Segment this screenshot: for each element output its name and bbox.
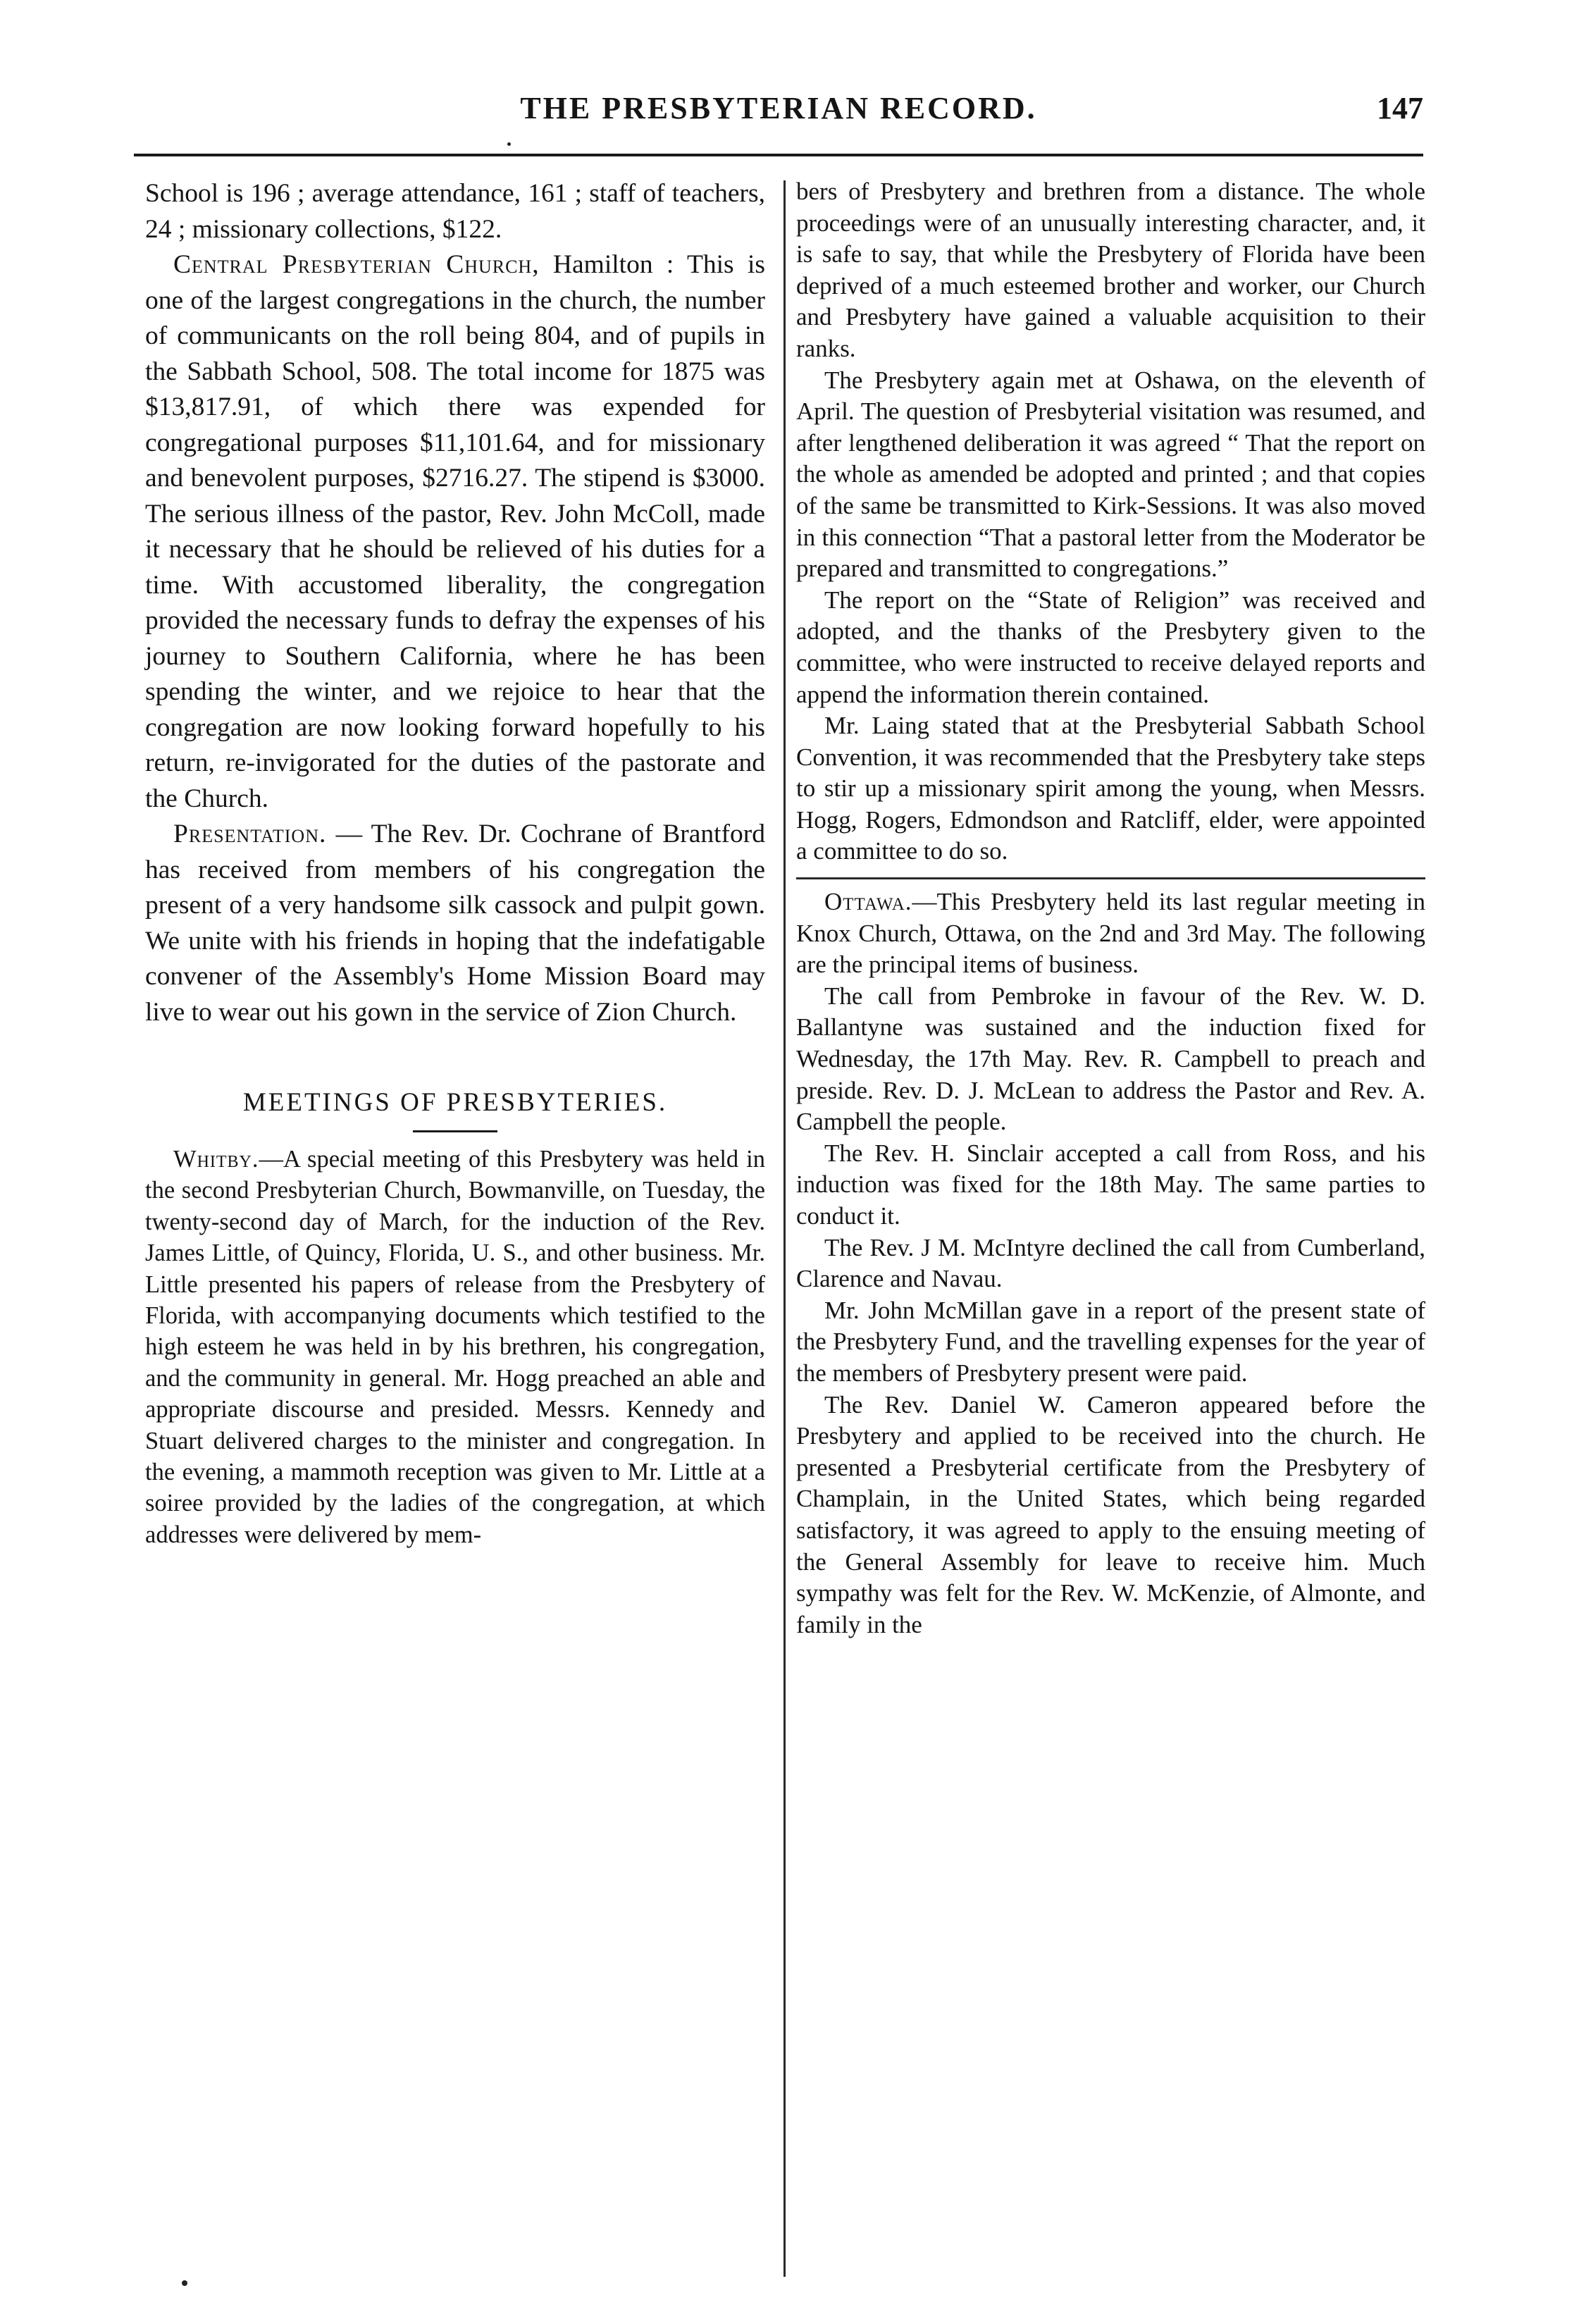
presentation-body: — The Rev. Dr. Cochrane of Brantford has received from members of his congregation the present of a very handsome silk cassock and pulpit gown. We unite with his friends in hoping that the indefatigable convener of the Assembly's Home Mission Board may live to wear out his gown in the service of Zion Church. [145,820,765,1027]
pembroke-call-paragraph: The call from Pembroke in favour of the Rev. W. D. Ballantyne was sustained and the induction fixed for Wednesday, the 17th May. Rev. R. Campbell to preach and preside. Rev. D. J. McLean to address the Pastor and Rev. A. Campbell the people. [796,982,1425,1136]
mcintyre-paragraph: The Rev. J M. McIntyre declined the call from Cumberland, Clarence and Navau. [796,1233,1425,1293]
column-divider [783,180,786,2277]
page-number: 147 [1377,91,1423,125]
sabbath-school-paragraph: Mr. Laing stated that at the Presbyterial Sabbath School Convention, it was recommended that the Presbytery take steps to stir up a missionary spirit among the young, when Messrs. Hogg, Rogers, Edmondson and Ratcliff, elder, were appointed a committee to do so. [796,712,1425,865]
ottawa-paragraph [796,886,1425,981]
whitby-paragraph [145,1144,765,1550]
sinclair-call-paragraph: The Rev. H. Sinclair accepted a call from Ross, and his induction was fixed for the 18th May. The same parties to conduct it. [796,1139,1425,1230]
ottawa-lead: Ottawa. [824,888,912,916]
header-rule [134,154,1423,156]
presentation-lead: Presentation. [173,820,327,848]
school-stats-paragraph: School is 196 ; average attendance, 161 ; staff of teachers, 24 ; missionary collections, $122. [145,179,765,244]
presentation-paragraph [145,817,765,1030]
heading-rule [413,1130,497,1132]
presbytery-fund-paragraph: Mr. John McMillan gave in a report of the present state of the Presbytery Fund, and the travelling expenses for the year of the members of Presbytery present were paid. [796,1296,1425,1387]
continuation-paragraph: bers of Presbytery and brethren from a distance. The whole proceedings were of an unusually interesting character, and, it is safe to say, that while the Presbytery of Florida have been deprived of a much esteemed brother and worker, our Church and Presbytery have gained a valuable acquisition to their ranks. [796,178,1425,362]
central-church-paragraph [145,247,765,817]
left-column [145,176,765,1550]
right-column [796,176,1425,1640]
state-of-religion-paragraph: The report on the “State of Religion” was received and adopted, and the thanks of the Presbytery given to the committee, who were instructed to receive delayed reports and append the information therein contained. [796,586,1425,708]
cameron-paragraph: The Rev. Daniel W. Cameron appeared before the Presbytery and applied to be received into the church. He presented a Presbyterial certificate from the Presbytery of Champlain, in the United States, which being regarded satisfactory, it was agreed to apply to the ensuing meeting of the General Assembly for leave to receive him. Much sympathy was felt for the Rev. W. McKenzie, of Almonte, and family in the [796,1390,1425,1638]
whitby-lead: Whitby. [173,1146,259,1173]
publication-title: THE PRESBYTERIAN RECORD. [520,91,1037,125]
ottawa-body: —This Presbytery held its last regular meeting in Knox Church, Ottawa, on the 2nd and 3rd May. The following are the principal items of business. [796,888,1425,979]
running-header [134,90,1423,140]
whitby-body: —A special meeting of this Presbytery was held in the second Presbyterian Church, Bowmanville, on Tuesday, the twenty-second day of March, for the induction of the Rev. James Little, of Quincy, Florida, U. S., and other business. Mr. Little presented his papers of release from the Presbytery of Florida, with accompanying documents which testified to the high esteem he was held in by his brethren, his congregation, and the community in general. Mr. Hogg preached an able and appropriate discourse and presided. Messrs. Kennedy and Stuart delivered charges to the minister and congregation. In the evening, a mammoth reception was given to Mr. Little at a soiree provided by the ladies of the congregation, at which addresses were delivered by mem- [145,1146,765,1548]
print-speck [182,2280,187,2286]
presbytery-separator [796,877,1425,879]
central-church-lead: Central Presbyterian Church, [173,250,540,279]
section-heading: MEETINGS OF PRESBYTERIES. [242,1088,668,1117]
oshawa-paragraph: The Presbytery again met at Oshawa, on the eleventh of April. The question of Presbyterial visitation was resumed, and after lengthened deliberation it was agreed “ That the report on the whole as amended be adopted and printed ; and that copies of the same be transmitted to Kirk-Sessions. It was also moved in this connection “That a pastoral letter from the Moderator be prepared and transmitted to congregations.” [796,366,1425,583]
print-speck [507,142,511,146]
central-church-body: Hamilton : This is one of the largest congregations in the church, the number of communicants on the roll being 804, and of pupils in the Sabbath School, 508. The total income for 1875 was $13,817.91, of which there was expended for congregational purposes $11,101.64, and for missionary and benevolent purposes, $2716.27. The stipend is $3000. The serious illness of the pastor, Rev. John McColl, made it necessary that he should be relieved of his duties for a time. With accustomed liberality, the congregation provided the necessary funds to defray the expenses of his journey to Southern California, where he has been spending the winter, and we rejoice to hear that the congregation are now looking forward hopefully to his return, re-invigorated for the duties of the pastorate and the Church. [145,250,765,813]
